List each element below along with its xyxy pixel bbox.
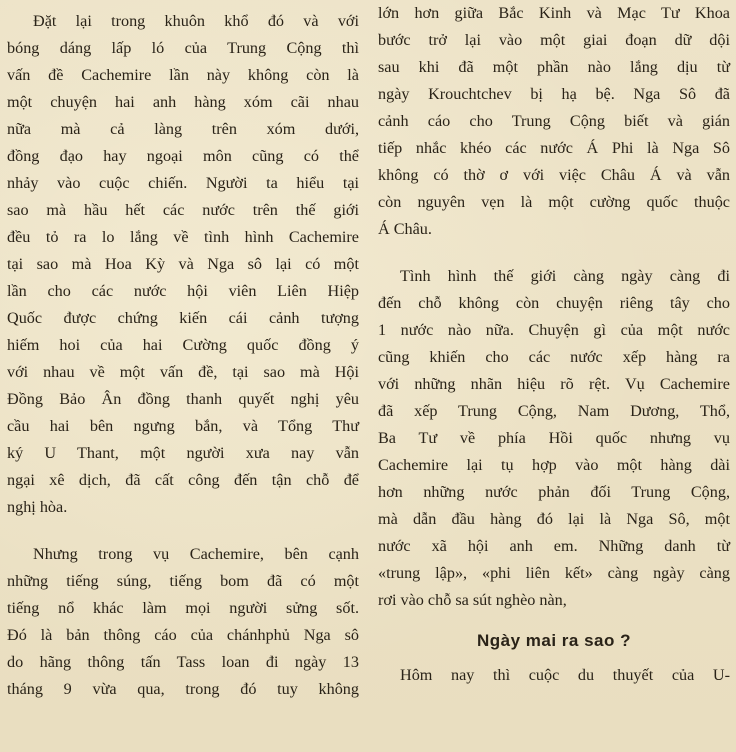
text-line: cảnh cáo cho Trung Cộng biết và gián [378,112,730,130]
text-line: Đồng Bảo Ân đồng thanh quyết nghị yêu [7,390,359,408]
text-line: nhảy vào cuộc chiến. Người ta hiểu tại [7,174,359,192]
text-line: hơn những nước phản đối Trung Cộng, [378,483,730,501]
text-line: cầu hai bên ngưng bắn, và Tổng Thư [7,417,359,435]
text-line: lần cho các nước hội viên Liên Hiệp [7,282,359,300]
text-line: ký U Thant, một người xưa nay vẫn [7,444,359,462]
text-line: tháng 9 vừa qua, trong đó tuy không [7,680,359,698]
text-line: không có thờ ơ với việc Châu Á và vẫn [378,166,730,184]
right-paragraph-2 [378,263,730,614]
text-line: bóng dáng lấp ló của Trung Cộng thì [7,39,359,57]
text-line: Tình hình thế giới càng ngày càng đi [400,267,730,285]
text-line: những tiếng súng, tiếng bom đã có một [7,572,359,590]
text-line: với nhau về một vấn đề, tại sao mà Hội [7,363,359,381]
left-column [7,0,359,703]
text-line: với những nhãn hiệu rõ rệt. Vụ Cachemire [378,375,730,393]
text-line: Nhưng trong vụ Cachemire, bên cạnh [33,545,359,563]
text-line: đã xếp Trung Cộng, Nam Dương, Thổ, [378,402,730,420]
text-line: cũng khiến cho các nước xếp hàng ra [378,348,730,366]
text-line: «trung lập», «phi liên kết» càng ngày càng [378,564,730,582]
text-line: đồng đạo hay ngoại môn cũng có thể [7,147,359,165]
left-paragraph-2 [7,541,359,703]
text-line: tiếp nhắc khéo các nước Á Phi là Nga Sô [378,139,730,157]
text-line: lớn hơn giữa Bắc Kinh và Mạc Tư Khoa [378,4,730,22]
section-heading: Ngày mai ra sao ? [476,631,631,650]
text-line: do hãng thông tấn Tass loan đi ngày 13 [7,653,359,671]
right-column [378,0,730,689]
text-line: đều tỏ ra lo lắng về tình hình Cachemire [7,228,359,246]
text-line: nữa mà cả làng trên xóm dưới, [7,120,359,138]
text-line: đến chỗ không còn chuyện riêng tây cho [378,294,730,312]
text-line: một chuyện hai anh hàng xóm cãi nhau [7,93,359,111]
text-line: bước trở lại vào một giai đoạn dữ dội [378,31,730,49]
right-paragraph-1 [378,0,730,243]
text-line: 1 nước nào nữa. Chuyện gì của một nước [378,321,730,339]
text-line: ngại xê dịch, đã cất công đến tận chỗ để [7,471,359,489]
text-line: tiếng nổ khác làm mọi người sửng sốt. [7,599,359,617]
text-line: tại sao mà Hoa Kỳ và Nga sô lại có một [7,255,359,273]
text-line: Ba Tư về phía Hồi quốc nhưng vụ [378,429,730,447]
text-line: Đó là bản thông cáo của chánhphủ Nga sô [7,626,359,644]
right-paragraph-3 [378,662,730,689]
left-paragraph-1 [7,8,359,521]
text-line: Quốc được chứng kiến cái cảnh tượng [7,309,359,327]
text-line: vấn đề Cachemire lần này không còn là [7,66,359,84]
text-line: Hôm nay thì cuộc du thuyết của U- [400,666,730,684]
text-line: nghị hòa. [7,498,68,516]
text-line: sau khi đã một phần nào lắng dịu từ [378,58,730,76]
text-line: còn nguyên vẹn là một cường quốc thuộc [378,193,730,211]
text-line: mà dẫn đầu hàng đó lại là Nga Sô, một [378,510,730,528]
text-line: Cachemire lại tụ hợp vào một hàng dài [378,456,730,474]
text-line: Đặt lại trong khuôn khổ đó và với [33,12,359,30]
text-line: nước xã hội anh em. Những danh từ [378,537,730,555]
text-line: Á Châu. [378,220,432,238]
text-line: sao mà hầu hết các nước trên thế giới [7,201,359,219]
text-line: rơi vào chỗ sa sút nghèo nàn, [378,591,567,609]
text-line: hiếm hoi của hai Cường quốc đồng ý [7,336,359,354]
text-line: ngày Krouchtchev bị hạ bệ. Nga Sô đã [378,85,730,103]
